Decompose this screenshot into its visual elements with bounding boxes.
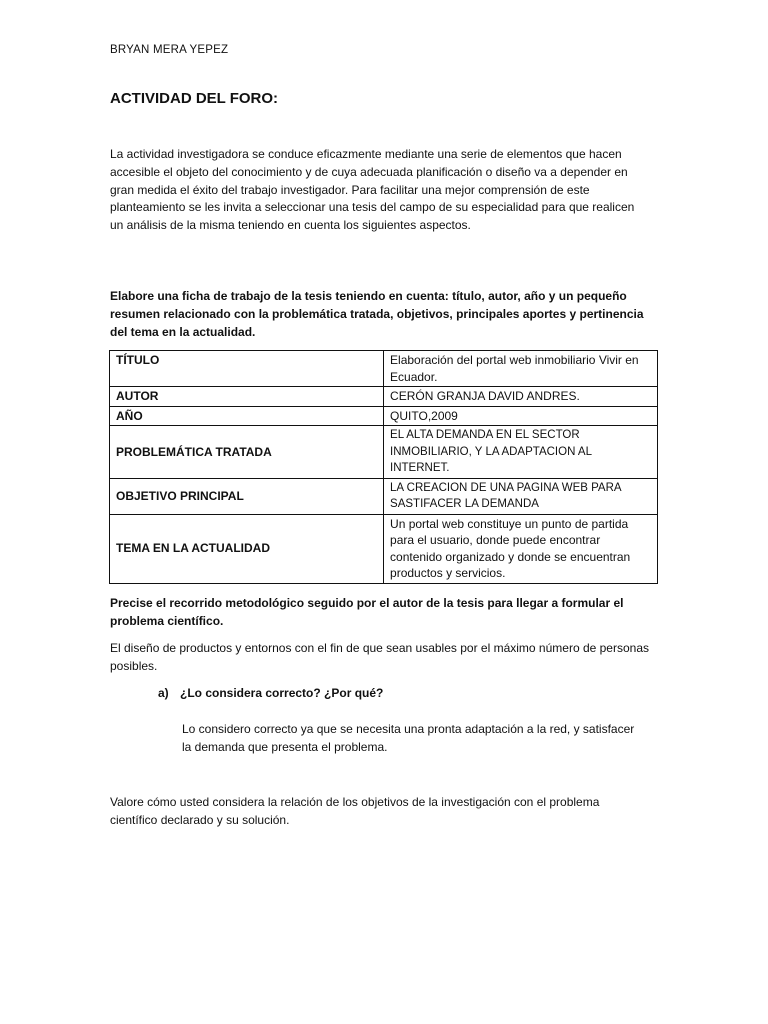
- row-value: EL ALTA DEMANDA EN EL SECTOR INMOBILIARIO, Y LA ADAPTACION AL INTERNET.: [384, 426, 658, 479]
- row-label: AÑO: [110, 406, 384, 426]
- sub-question-letter: a): [158, 686, 169, 700]
- row-label: PROBLEMÁTICA TRATADA: [110, 426, 384, 479]
- method-answer: El diseño de productos y entornos con el fin de que sean usables por el máximo número de personas posibles.: [110, 641, 649, 673]
- row-label: TÍTULO: [110, 351, 384, 387]
- intro-paragraph: La actividad investigadora se conduce eficazmente mediante una serie de elementos que hacen accesible el objeto del conocimiento y de cuya adecuada planificación o diseño va a depender en gran medida el éxito del trabajo investigador. Para facilitar una mejor comprensión de este planteamiento se les invita a seleccionar una tesis del campo de su especialidad para que realicen un análisis de la misma teniendo en cuenta los siguientes aspectos.: [110, 147, 635, 233]
- row-value: Elaboración del portal web inmobiliario Vivir en Ecuador.: [384, 351, 658, 387]
- row-value: QUITO,2009: [384, 406, 658, 426]
- table-row: [110, 351, 658, 387]
- table-row: [110, 514, 658, 583]
- thesis-summary-table: [109, 350, 658, 584]
- row-label: OBJETIVO PRINCIPAL: [110, 478, 384, 514]
- closing-paragraph: Valore cómo usted considera la relación de los objetivos de la investigación con el problema científico declarado y su solución.: [110, 795, 600, 827]
- row-value: CERÓN GRANJA DAVID ANDRES.: [384, 387, 658, 407]
- row-value: LA CREACION DE UNA PAGINA WEB PARA SASTIFACER LA DEMANDA: [384, 478, 658, 514]
- table-row: [110, 478, 658, 514]
- row-value: Un portal web constituye un punto de partida para el usuario, donde puede encontrar contenido organizado y donde se encuentran productos y servicios.: [384, 514, 658, 583]
- page-title: ACTIVIDAD DEL FORO:: [110, 90, 279, 107]
- row-label: TEMA EN LA ACTUALIDAD: [110, 514, 384, 583]
- sub-answer: Lo considero correcto ya que se necesita una pronta adaptación a la red, y satisfacer la demanda que presenta el problema.: [182, 722, 635, 754]
- method-question: Precise el recorrido metodológico seguido por el autor de la tesis para llegar a formular el problema científico.: [110, 596, 624, 628]
- instruction-paragraph: Elabore una ficha de trabajo de la tesis teniendo en cuenta: título, autor, año y un pequeño resumen relacionado con la problemática tratada, objetivos, principales aportes y pertinencia del tema en la actualidad.: [110, 289, 644, 339]
- table-row: [110, 406, 658, 426]
- table-row: [110, 387, 658, 407]
- sub-question: [158, 686, 383, 700]
- table-row: [110, 426, 658, 479]
- author-name: BRYAN MERA YEPEZ: [110, 44, 229, 56]
- row-label: AUTOR: [110, 387, 384, 407]
- sub-question-text: ¿Lo considera correcto? ¿Por qué?: [180, 686, 384, 700]
